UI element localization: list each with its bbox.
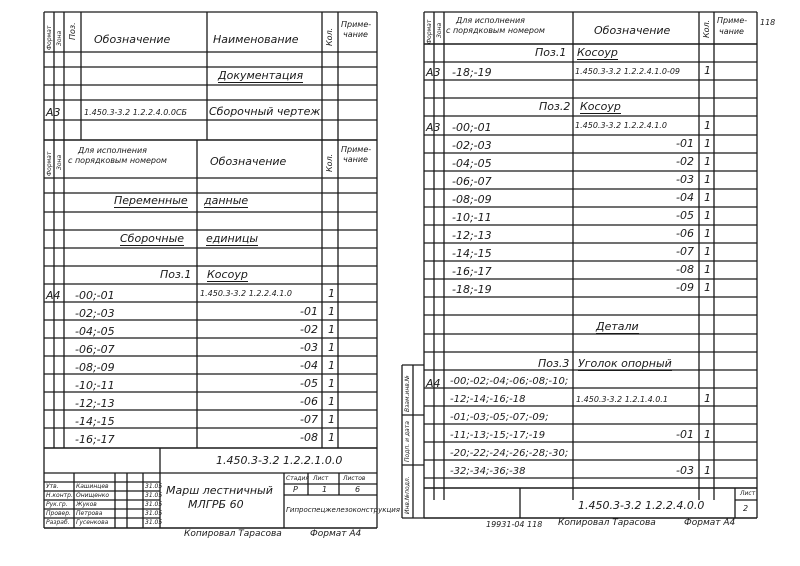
table-row-qty: 1 (328, 341, 335, 354)
table-row-code: -07 (676, 245, 694, 258)
signer-name: Онищенко (76, 492, 110, 499)
table-row-qty: 1 (328, 305, 335, 318)
table-row-exec: -04;-05 (75, 325, 115, 338)
table-row-qty: 1 (704, 245, 711, 258)
col-format-header: Формат (426, 19, 433, 44)
table-row-qty: 1 (704, 64, 711, 77)
copied-by-right: Копировал Тарасова (558, 518, 656, 528)
table-row-code: -08 (300, 431, 318, 444)
pos1-label: Поз.1 (535, 46, 567, 59)
table-row-code: -05 (676, 209, 694, 222)
signer-name: Кашинцев (76, 483, 109, 490)
sheets-value: 6 (355, 485, 361, 494)
table-row-code: -02 (300, 323, 318, 336)
table-row-exec: -12;-14;-16;-18 (450, 394, 526, 405)
right-doc-code: 1.450.3-3.2 1.2.2.4.0.0 (578, 499, 705, 512)
table-row-exec: -11;-13;-15;-17;-19 (450, 430, 546, 441)
signer-name: Жуков (76, 501, 97, 508)
col-designation-header: Обозначение (94, 33, 171, 46)
signer-name: Гусенкова (76, 519, 109, 526)
side-label-replace: Взам.инв.№ (404, 375, 411, 412)
doc-format: А3 (46, 106, 61, 119)
table-row-code: -09 (676, 281, 694, 294)
role-label: Утв. (46, 483, 59, 490)
pos1-name: Косоур (577, 46, 618, 59)
table-row-exec: -10;-11 (75, 379, 115, 392)
col-note-header-4: чание (343, 155, 368, 164)
table-row-exec: -10;-11 (452, 211, 492, 224)
table-row-format: А3 (426, 66, 441, 79)
sign-date: 31.05 (145, 483, 163, 490)
col-format-header: Формат (46, 25, 53, 50)
table-row-qty: 1 (704, 209, 711, 222)
pos2-name: Косоур (580, 100, 621, 113)
sheet-format-right: Формат А4 (684, 518, 736, 528)
table-row-code: -03 (676, 173, 694, 186)
drawing-title: Марш лестничный (166, 484, 273, 497)
table-row-exec: -00;-02;-04;-06;-08;-10; (450, 376, 569, 387)
right-sheet-value: 2 (743, 504, 749, 513)
table-row-code: 1.450.3-3.2 1.2.2.4.1.0-09 (575, 67, 681, 76)
table-row-code: -02 (676, 155, 694, 168)
section-assembly-units-2: единицы (206, 232, 259, 245)
table-row-code: -08 (676, 263, 694, 276)
table-row-exec: -20;-22;-24;-26;-28;-30; (450, 448, 569, 459)
doc-designation: 1.450.3-3.2 1.2.2.4.0.0СБ (84, 108, 188, 117)
pos-name: Косоур (207, 268, 248, 281)
sheets-label: Листов (343, 475, 366, 482)
section-documentation: Документация (218, 69, 304, 82)
table-row-qty: 1 (328, 287, 335, 300)
table-row-code: 1.450.3-3.2 1.2.1.4.0.1 (576, 395, 668, 404)
col-note-header-2: чание (343, 30, 368, 39)
col-zone-header: Зона (436, 22, 443, 38)
table-row-exec: -04;-05 (452, 157, 492, 170)
left-doc-code: 1.450.3-3.2 1.2.2.1.0.0 (216, 454, 343, 467)
table-row-exec: -18;-19 (452, 66, 492, 79)
table-row-format: А4 (46, 289, 61, 302)
col-name-header: Наименование (213, 33, 299, 46)
sheet-format: Формат А4 (310, 529, 362, 539)
table-row-code: -07 (300, 413, 318, 426)
sheet-value: 1 (322, 485, 328, 494)
table-row-exec: -32;-34;-36;-38 (450, 466, 526, 477)
table-row-code: 1.450.3-3.2 1.2.2.4.1.0 (575, 121, 667, 130)
right-sheet-label: Лист (740, 490, 756, 497)
drawing-subtitle: МЛГРБ 60 (188, 498, 244, 511)
table-row-code: -01 (300, 305, 318, 318)
table-row-exec: -06;-07 (75, 343, 115, 356)
col-note-header: Приме- (341, 20, 372, 29)
table-row-qty: 1 (328, 359, 335, 372)
side-label-sign-date: Подп. и дата (404, 421, 411, 462)
pos2-label: Поз.2 (539, 100, 571, 113)
table-row-exec: -02;-03 (75, 307, 115, 320)
role-label: Рук.гр. (46, 501, 68, 508)
col-exec-header-2: с порядковым номером (68, 156, 167, 165)
table-row-exec: -08;-09 (75, 361, 115, 374)
pos3-label: Поз.3 (538, 357, 570, 370)
table-row-code: 1.450.3-3.2 1.2.2.4.1.0 (200, 289, 292, 298)
sheet-label: Лист (313, 475, 329, 482)
col-note-header: Приме- (717, 16, 748, 25)
col-qty-header-2: Кол. (325, 153, 334, 172)
table-row-qty: 1 (704, 392, 711, 405)
sign-date: 31.05 (145, 519, 163, 526)
table-row-format: А3 (426, 121, 441, 134)
role-label: Н.контр. (46, 492, 73, 499)
table-row-exec: -00;-01 (75, 289, 115, 302)
table-row-exec: -02;-03 (452, 139, 492, 152)
stage-value: Р (293, 485, 298, 494)
section-variable-data-1: Переменные (114, 194, 188, 207)
col-note-header-2: чание (719, 27, 744, 36)
organization-name: Гипроспецжелезоконструкция (286, 506, 400, 514)
side-label-inventory: Инв.№подл. (404, 476, 411, 514)
table-row-exec: -12;-13 (452, 229, 492, 242)
table-row-code: -06 (676, 227, 694, 240)
table-row-format: А4 (426, 377, 441, 390)
col-qty-header: Кол. (325, 27, 334, 46)
table-row-qty: 1 (704, 263, 711, 276)
role-label: Разраб. (46, 519, 70, 526)
table-row-qty: 1 (704, 173, 711, 186)
section-variable-data-2: данные (204, 194, 249, 207)
table-row-exec: -06;-07 (452, 175, 492, 188)
section-assembly-units-1: Сборочные (120, 232, 185, 245)
page-number: 118 (760, 18, 776, 27)
table-row-code: -03 (300, 341, 318, 354)
table-row-exec: -00;-01 (452, 121, 492, 134)
table-row-qty: 1 (328, 377, 335, 390)
col-qty-header: Кол. (702, 19, 711, 38)
table-row-code: -04 (676, 191, 694, 204)
col-zone-header: Зона (56, 30, 63, 46)
table-row-qty: 1 (704, 191, 711, 204)
table-row-exec: -18;-19 (452, 283, 492, 296)
table-row-code: -01 (676, 428, 694, 441)
pos3-name: Уголок опорный (578, 357, 672, 370)
table-row-qty: 1 (328, 431, 335, 444)
table-row-exec: -01;-03;-05;-07;-09; (450, 412, 549, 423)
table-row-code: -05 (300, 377, 318, 390)
table-row-code: -06 (300, 395, 318, 408)
table-row-qty: 1 (704, 155, 711, 168)
signer-name: Петрова (76, 510, 103, 517)
col-format-header-2: Формат (46, 151, 53, 176)
table-row-qty: 1 (704, 119, 711, 132)
col-note-header-3: Приме- (341, 145, 372, 154)
table-row-exec: -08;-09 (452, 193, 492, 206)
table-row-qty: 1 (328, 413, 335, 426)
col-exec-header: Для исполнения (78, 146, 147, 155)
table-row-qty: 1 (328, 323, 335, 336)
table-row-code: -03 (676, 464, 694, 477)
table-row-qty: 1 (704, 137, 711, 150)
col-pos-header: Поз. (68, 22, 77, 40)
table-row-exec: -14;-15 (75, 415, 115, 428)
table-row-code: -01 (676, 137, 694, 150)
sign-date: 31.05 (145, 501, 163, 508)
sign-date: 31.05 (145, 510, 163, 517)
table-row-exec: -14;-15 (452, 247, 492, 260)
table-row-exec: -16;-17 (75, 433, 115, 446)
col-designation-header: Обозначение (594, 24, 671, 37)
col-designation-header-2: Обозначение (210, 155, 287, 168)
copied-by: Копировал Тарасова (184, 529, 282, 539)
doc-name: Сборочный чертеж (209, 105, 321, 118)
table-row-qty: 1 (328, 395, 335, 408)
col-exec-header: Для исполнения (456, 16, 525, 25)
col-zone-header-2: Зона (56, 154, 63, 170)
stage-label: Стадия (286, 475, 310, 482)
col-exec-header-2: с порядковым номером (446, 26, 545, 35)
pos-label: Поз.1 (160, 268, 192, 281)
table-row-qty: 1 (704, 227, 711, 240)
table-row-exec: -12;-13 (75, 397, 115, 410)
table-row-code: -04 (300, 359, 318, 372)
role-label: Провер. (46, 510, 71, 517)
sign-date: 31.05 (145, 492, 163, 499)
section-parts: Детали (596, 320, 639, 333)
table-row-qty: 1 (704, 281, 711, 294)
table-row-exec: -16;-17 (452, 265, 492, 278)
archive-stamp: 19931-04 118 (486, 520, 543, 529)
table-row-qty: 1 (704, 428, 711, 441)
table-row-qty: 1 (704, 464, 711, 477)
